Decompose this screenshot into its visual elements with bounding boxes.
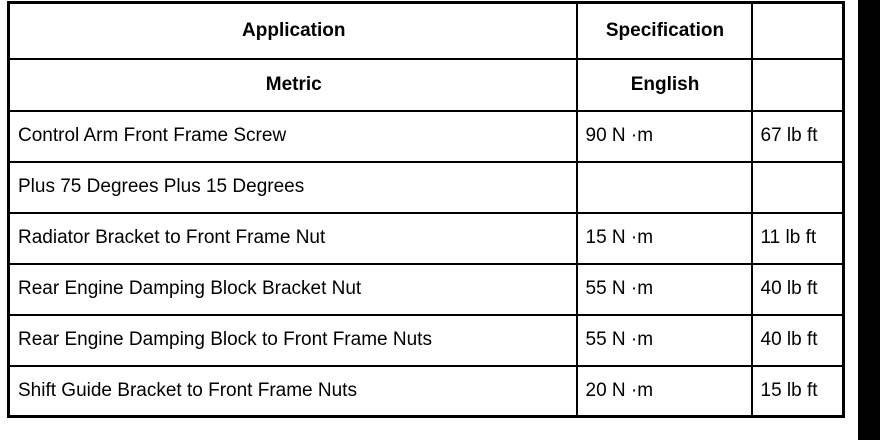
cell-english: 15 lb ft (752, 366, 844, 417)
cell-english: 11 lb ft (752, 213, 844, 264)
specification-table (7, 1, 845, 418)
table-row (9, 162, 844, 213)
cell-english (752, 162, 844, 213)
table-row (9, 264, 844, 315)
cell-english: 67 lb ft (752, 111, 844, 162)
table-header-row (9, 3, 844, 59)
subheader-english: English (577, 59, 752, 111)
cell-english: 40 lb ft (752, 315, 844, 366)
cell-metric: 20 N ·m (577, 366, 752, 417)
subheader-empty (752, 59, 844, 111)
cell-english: 40 lb ft (752, 264, 844, 315)
cell-metric (577, 162, 752, 213)
header-empty (752, 3, 844, 59)
table-row (9, 366, 844, 417)
cell-metric: 90 N ·m (577, 111, 752, 162)
header-specification: Specification (577, 3, 752, 59)
cell-metric: 15 N ·m (577, 213, 752, 264)
page-edge-bar (858, 0, 880, 440)
table-row (9, 315, 844, 366)
table-row (9, 111, 844, 162)
cell-application: Rear Engine Damping Block to Front Frame Nuts (9, 315, 577, 366)
cell-metric: 55 N ·m (577, 264, 752, 315)
cell-application: Radiator Bracket to Front Frame Nut (9, 213, 577, 264)
subheader-metric: Metric (9, 59, 577, 111)
cell-metric: 55 N ·m (577, 315, 752, 366)
cell-application: Shift Guide Bracket to Front Frame Nuts (9, 366, 577, 417)
table-row (9, 213, 844, 264)
cell-application: Rear Engine Damping Block Bracket Nut (9, 264, 577, 315)
cell-application: Control Arm Front Frame Screw (9, 111, 577, 162)
header-application: Application (9, 3, 577, 59)
table-subheader-row (9, 59, 844, 111)
cell-application: Plus 75 Degrees Plus 15 Degrees (9, 162, 577, 213)
